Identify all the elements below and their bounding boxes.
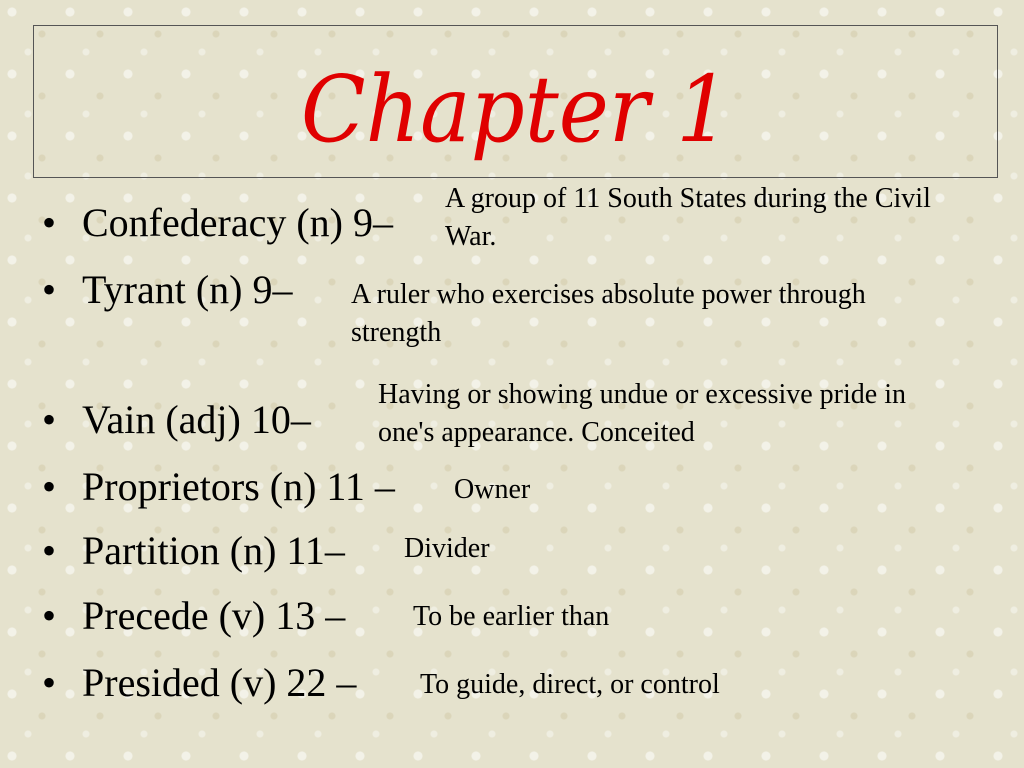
term-item-precede <box>42 593 346 638</box>
term-item-partition <box>42 528 345 573</box>
term-item-presided <box>42 660 357 705</box>
bullet-icon: • <box>42 660 57 705</box>
title-box <box>33 25 998 178</box>
term-label: Partition (n) 11– <box>82 528 345 573</box>
term-item-proprietors <box>42 464 395 509</box>
term-item-vain <box>42 397 311 442</box>
term-definition: Owner <box>454 474 531 505</box>
term-label: Vain (adj) 10– <box>82 397 311 442</box>
term-item-confederacy <box>42 200 393 245</box>
bullet-icon: • <box>42 267 57 312</box>
term-definition: Divider <box>404 533 490 564</box>
term-definition: To be earlier than <box>413 601 610 632</box>
term-definition: A ruler who exercises absolute power through strength <box>351 279 866 348</box>
term-item-tyrant <box>42 267 293 312</box>
term-label: Tyrant (n) 9– <box>82 267 293 312</box>
term-label: Precede (v) 13 – <box>82 593 346 638</box>
bullet-icon: • <box>42 593 57 638</box>
slide-title: Chapter 1 <box>300 56 731 163</box>
term-label: Presided (v) 22 – <box>82 660 357 705</box>
term-definition: Having or showing undue or excessive pride in one's appearance. Conceited <box>378 379 906 448</box>
bullet-icon: • <box>42 200 57 245</box>
bullet-icon: • <box>42 397 57 442</box>
bullet-icon: • <box>42 464 57 509</box>
term-definition: A group of 11 South States during the Civil War. <box>445 183 931 252</box>
term-label: Confederacy (n) 9– <box>82 200 393 245</box>
term-label: Proprietors (n) 11 – <box>82 464 395 509</box>
term-definition: To guide, direct, or control <box>420 669 720 700</box>
bullet-icon: • <box>42 528 57 573</box>
